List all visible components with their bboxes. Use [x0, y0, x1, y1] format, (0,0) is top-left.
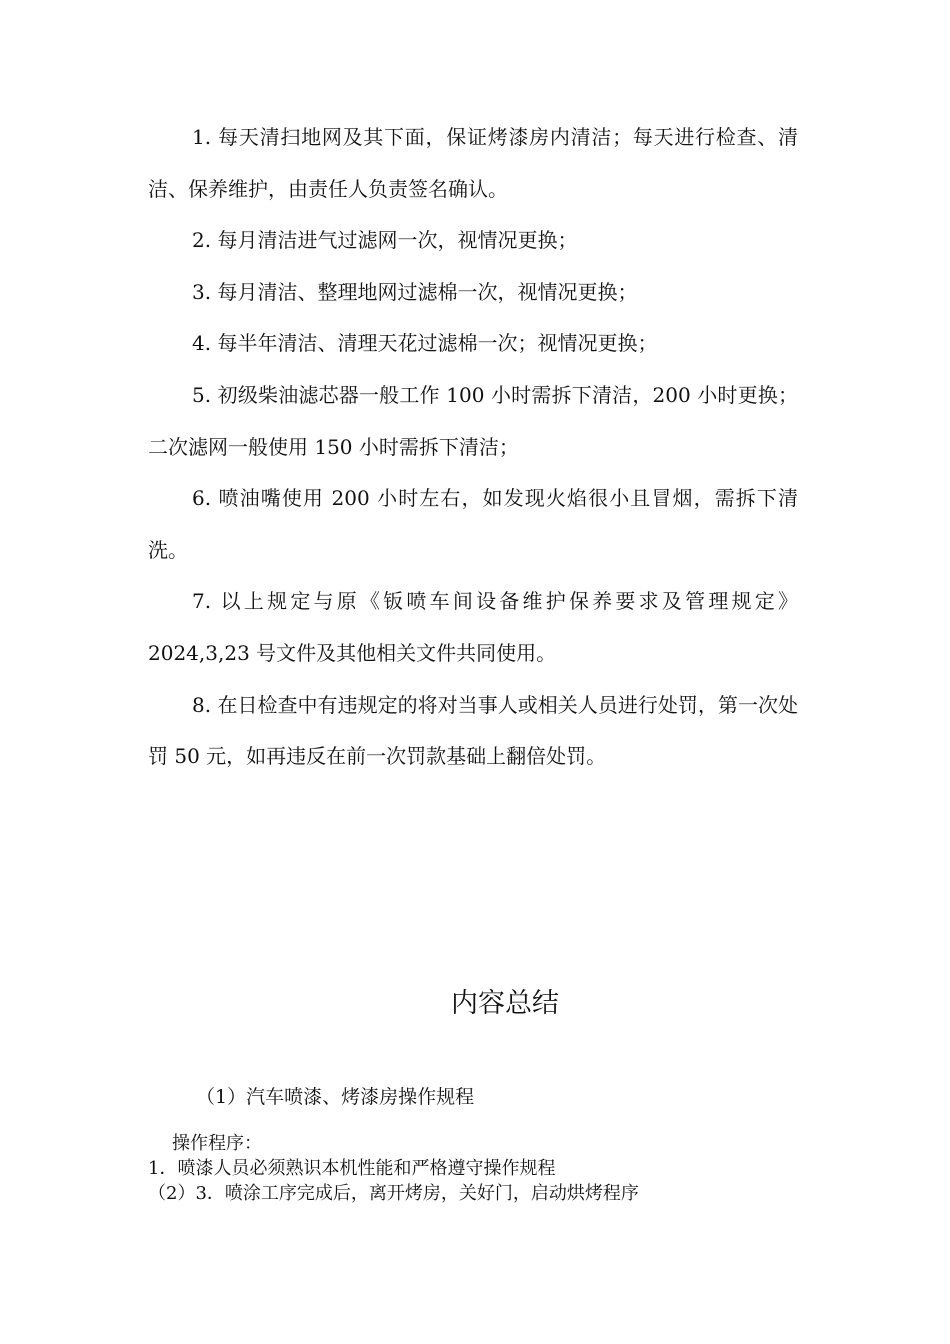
rule-1: 1. 每天清扫地网及其下面，保证烤漆房内清洁；每天进行检查、清洁、保养维护，由责任人负责签名确认。 [148, 125, 798, 201]
summary-item-step-3: （2）3．喷涂工序完成后，离开烤房，关好门，启动烘烤程序 [148, 1183, 639, 1204]
rule-8: 8. 在日检查中有违规定的将对当事人或相关人员进行处罚，第一次处罚 50 元，如再违反在前一次罚款基础上翻倍处罚。 [148, 692, 798, 769]
maintenance-rules [148, 112, 798, 783]
summary-item-step-1: 1．喷漆人员必须熟识本机性能和严格遵守操作规程 [148, 1158, 556, 1179]
rule-6: 6. 喷油嘴使用 200 小时左右，如发现火焰很小且冒烟，需拆下清洗。 [148, 486, 798, 562]
rule-3: 3. 每月清洁、整理地网过滤棉一次，视情况更换； [192, 279, 638, 304]
rule-2: 2. 每月清洁进气过滤网一次，视情况更换； [192, 228, 578, 253]
summary-title: 内容总结 [451, 988, 559, 1019]
rule-7: 7. 以上规定与原《钣喷车间设备维护保养要求及管理规定》2024,3,23 号文件及其他相关文件共同使用。 [148, 589, 798, 665]
rule-4: 4. 每半年清洁、清理天花过滤棉一次；视情况更换； [192, 331, 658, 356]
summary-item-procedure-title: （1）汽车喷漆、烤漆房操作规程 [196, 1086, 475, 1108]
rule-5: 5. 初级柴油滤芯器一般工作 100 小时需拆下清洁，200 小时更换；二次滤网一般使用 150 小时需拆下清洁； [148, 382, 798, 459]
summary-item-procedure-label: 操作程序： [172, 1133, 262, 1154]
